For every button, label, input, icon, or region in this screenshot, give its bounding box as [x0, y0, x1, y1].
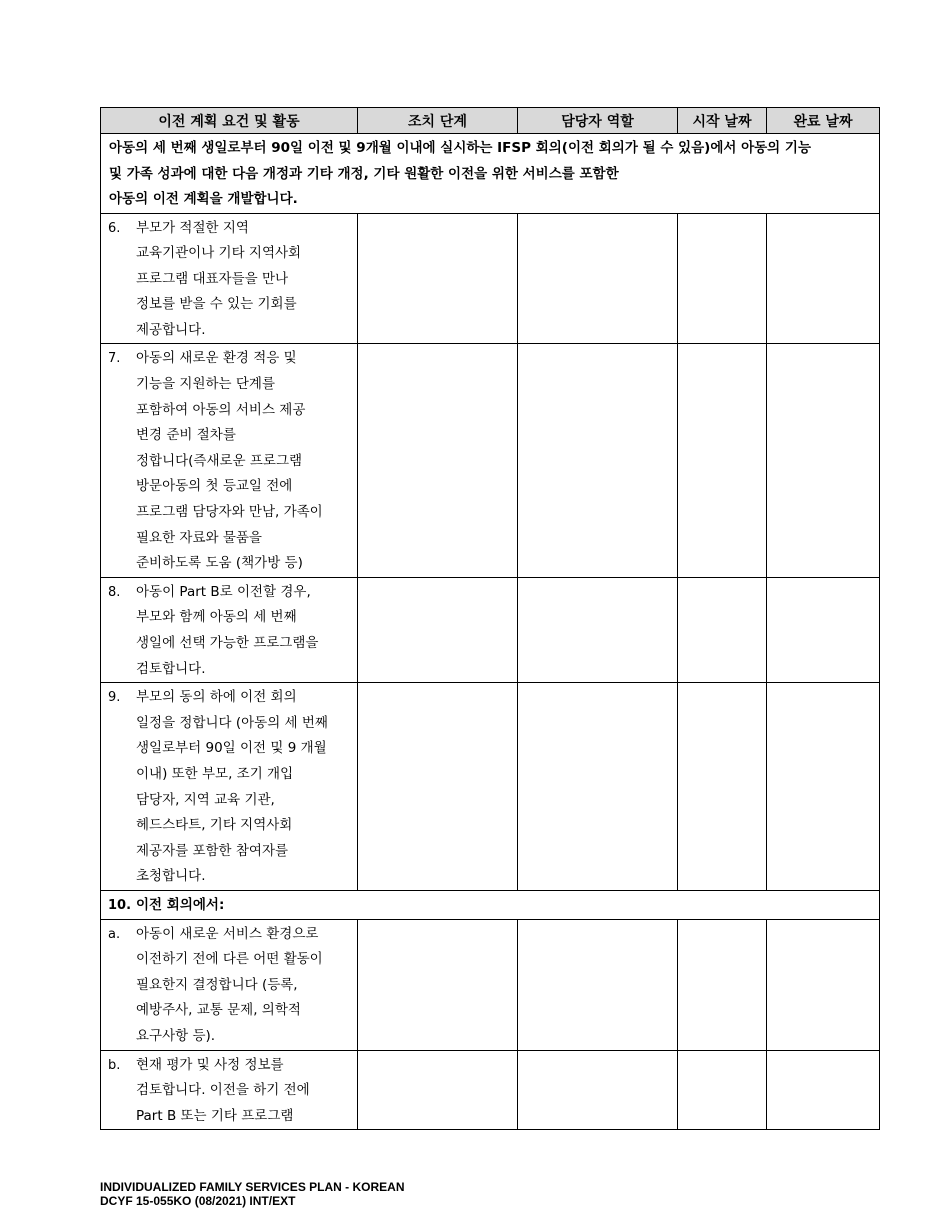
- completion-date-cell[interactable]: [767, 577, 880, 682]
- completion-date-cell[interactable]: [767, 919, 880, 1050]
- completion-date-cell[interactable]: [767, 213, 880, 344]
- item-text: 아동이 Part B로 이전할 경우, 부모와 함께 아동의 세 번째 생일에 선택 가능한 프로그램을 검토합니다.: [136, 583, 319, 677]
- requirement-cell: [101, 683, 358, 891]
- requirement-cell: [101, 213, 358, 344]
- table-row: [101, 683, 880, 891]
- person-role-cell[interactable]: [518, 213, 678, 344]
- start-date-cell[interactable]: [678, 344, 767, 577]
- item-number: 9.: [108, 690, 121, 706]
- action-steps-cell[interactable]: [358, 919, 518, 1050]
- form-number: DCYF 15-055KO (08/2021) INT/EXT: [100, 1194, 296, 1208]
- action-steps-cell[interactable]: [358, 683, 518, 891]
- completion-date-cell[interactable]: [767, 1050, 880, 1130]
- action-steps-cell[interactable]: [358, 213, 518, 344]
- table-row: [101, 577, 880, 682]
- item-number: 6.: [108, 220, 121, 236]
- intro-row: [101, 134, 880, 214]
- header-person-role: 담당자 역할: [518, 108, 678, 134]
- header-action-steps: 조치 단계: [358, 108, 518, 134]
- start-date-cell[interactable]: [678, 919, 767, 1050]
- action-steps-cell[interactable]: [358, 1050, 518, 1130]
- action-steps-cell[interactable]: [358, 344, 518, 577]
- item-text: 아동이 새로운 서비스 환경으로 이전하기 전에 다른 어떤 활동이 필요한지 결정합니다 (등록, 예방주사, 교통 문제, 의학적 요구사항 등).: [136, 925, 323, 1044]
- section-row: [101, 890, 880, 919]
- header-completion-date: 완료 날짜: [767, 108, 880, 134]
- header-requirements: 이전 계획 요건 및 활동: [101, 108, 358, 134]
- start-date-cell[interactable]: [678, 683, 767, 891]
- table-row: [101, 1050, 880, 1130]
- start-date-cell[interactable]: [678, 1050, 767, 1130]
- person-role-cell[interactable]: [518, 1050, 678, 1130]
- requirement-cell: [101, 1050, 358, 1130]
- item-text: 부모가 적절한 지역 교육기관이나 기타 지역사회 프로그램 대표자들을 만나 정보를 받을 수 있는 기회를 제공합니다.: [136, 219, 302, 338]
- item-text: 부모의 동의 하에 이전 회의 일정을 정합니다 (아동의 세 번째 생일로부터 90일 이전 및 9 개월 이내) 또한 부모, 조기 개입 담당자, 지역 교육 기관, 헤드스타트, 기타 지역사회 제공자를 포함한 참여자를 초청합니다.: [136, 689, 328, 885]
- requirement-cell: [101, 577, 358, 682]
- header-start-date: 시작 날짜: [678, 108, 767, 134]
- person-role-cell[interactable]: [518, 683, 678, 891]
- item-number: 8.: [108, 584, 121, 600]
- start-date-cell[interactable]: [678, 577, 767, 682]
- item-number: 7.: [108, 351, 121, 367]
- completion-date-cell[interactable]: [767, 344, 880, 577]
- completion-date-cell[interactable]: [767, 683, 880, 891]
- header-row: [101, 108, 880, 134]
- intro-line: 아동의 이전 계획을 개발합니다.: [109, 191, 298, 207]
- person-role-cell[interactable]: [518, 577, 678, 682]
- item-text: 아동의 새로운 환경 적응 및 기능을 지원하는 단계를 포함하여 아동의 서비스 제공 변경 준비 절차를 정합니다(즉새로운 프로그램 방문아동의 첫 등교일 전에 프로그램 담당자와 만남, 가족이 필요한 자료와 물품을 준비하도록 도움 (책가방 등): [136, 350, 323, 572]
- item-text: 현재 평가 및 사정 정보를 검토합니다. 이전을 하기 전에 Part B 또는 기타 프로그램: [136, 1056, 310, 1124]
- intro-text: [101, 134, 879, 213]
- intro-line: 아동의 세 번째 생일로부터 90일 이전 및 9개월 이내에 실시하는 IFSP 회의(이전 회의가 될 수 있음)에서 아동의 기능: [109, 140, 812, 156]
- action-steps-cell[interactable]: [358, 577, 518, 682]
- section-number: 10.: [108, 897, 132, 913]
- item-number: b.: [108, 1057, 121, 1073]
- form-title: INDIVIDUALIZED FAMILY SERVICES PLAN - KOREAN: [100, 1180, 405, 1194]
- requirement-cell: [101, 919, 358, 1050]
- transition-plan-table: [100, 107, 880, 1130]
- person-role-cell[interactable]: [518, 344, 678, 577]
- form-footer: [100, 1180, 404, 1208]
- section-label: 이전 회의에서:: [136, 896, 225, 913]
- table-row: [101, 213, 880, 344]
- intro-line: 및 가족 성과에 대한 다음 개정과 기타 개정, 기타 원활한 이전을 위한 서비스를 포함한: [109, 165, 619, 182]
- start-date-cell[interactable]: [678, 213, 767, 344]
- item-number: a.: [108, 926, 121, 942]
- table-row: [101, 919, 880, 1050]
- requirement-cell: [101, 344, 358, 577]
- person-role-cell[interactable]: [518, 919, 678, 1050]
- table-row: [101, 344, 880, 577]
